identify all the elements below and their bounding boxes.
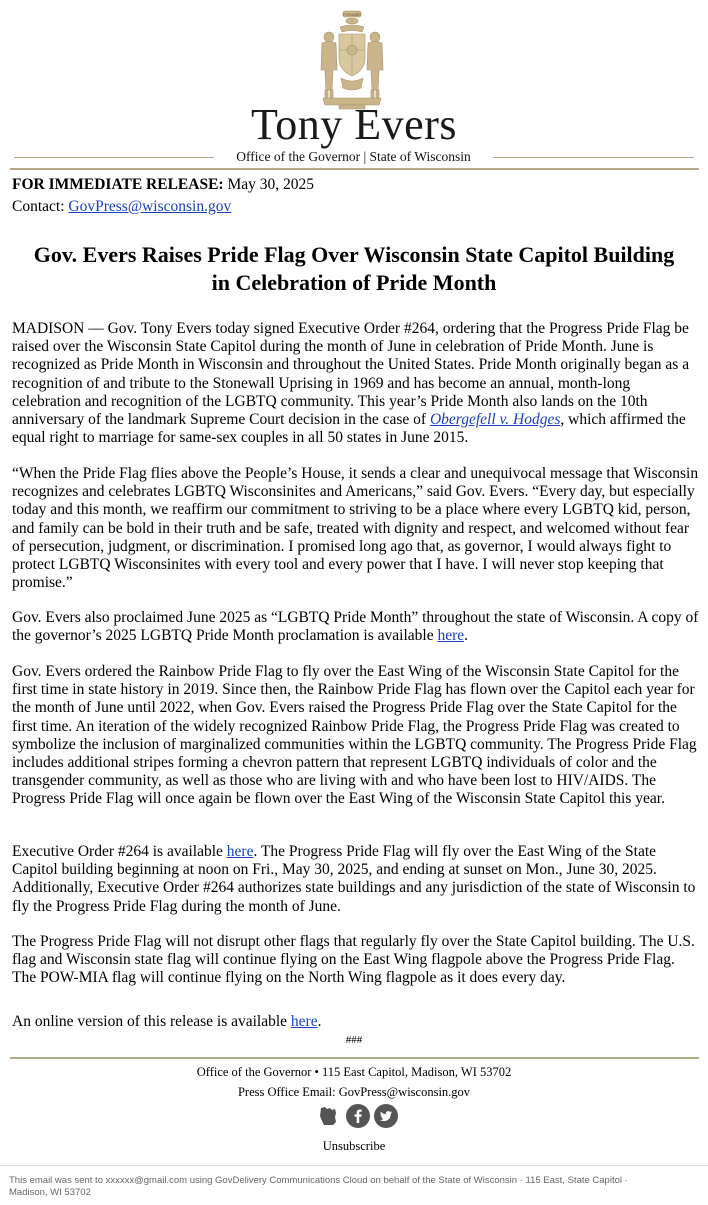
governor-name: Tony Evers [251,100,457,149]
paragraph-text: , which affirmed the equal right to marriage for same-sex couples in all 50 states in June 2015. [12,411,686,447]
office-title: Office of the Governor | State of Wisconsin [236,149,471,164]
seal-motto: FORWARD [343,13,361,17]
obergefell-link[interactable]: Obergefell v. Hodges [429,411,561,429]
paragraph-text: . The Progress Pride Flag will fly over the East Wing of the State Capitol building beginning at noon on Fri., May 30, 2025, and ending at sunset on Mon., June 30, 2025. Additionally, Executive Order #264 authorizes state buildings and any jurisdiction of the state of Wisconsin to fly the Progress Pride Flag during the month of June. [12,843,696,915]
social-icons [316,1104,400,1130]
paragraph-text: MADISON — Gov. Tony Evers today signed Executive Order #264, ordering that the Progress Pride Flag be raised over the Wisconsin State Capitol during the month of June in celebration of Pride Month. June is recognized as Pride Month in Wisconsin and throughout the United States. Pride Month originally began as a recognition of and tribute to the Stonewall Uprising in 1969 and has become an annual, month-long celebration and recognition of the LGBTQ community. This year’s Pride Month also lands on the 10th anniversary of the landmark Supreme Court decision in the case of [12,320,690,429]
paragraph-proclamation [12,609,702,645]
paragraph-intro [12,320,702,447]
release-line [12,175,314,195]
twitter-icon[interactable] [374,1104,398,1128]
paragraph-text: Gov. Evers also proclaimed June 2025 as “LGBTQ Pride Month” throughout the state of Wisconsin. A copy of the governor’s 2025 LGBTQ Pride Month proclamation is available [12,609,699,645]
paragraph-text: . [317,1013,322,1030]
footer-press-email: Press Office Email: GovPress@wisconsin.gov [237,1085,471,1099]
paragraph-online-version [12,1013,702,1031]
release-label: FOR IMMEDIATE RELEASE: [12,176,224,193]
footer-divider [10,1057,699,1059]
paragraph-text: . [464,627,468,645]
paragraph-quote: “When the Pride Flag flies above the People’s House, it sends a clear and unequivocal message that Wisconsin recognizes and celebrates LGBTQ Wisconsinites and Americans,” said Gov. Evers. “Every day, but especially today and this month, we reaffirm our commitment to striving to be a place where every LGBTQ kid, person, and family can be bold in their truth and be safe, treated with dignity and respect, and welcomed without fear of persecution, judgment, or discrimination. I promised long ago that, as governor, I would always fight to protect LGBTQ Wisconsinites with every tool and every power that I have. I will never stop keeping that promise.” [12,465,699,592]
paragraph-history: Gov. Evers ordered the Rainbow Pride Flag to fly over the East Wing of the Wisconsin State Capitol for the first time in state history in 2019. Since then, the Rainbow Pride Flag has flown over the Capitol each year for the month of June until 2022, when Gov. Evers raised the Progress Pride Flag over the State Capitol for the first time. An iteration of the widely recognized Rainbow Pride Flag, the Progress Pride Flag was created to symbolize the inclusion of marginalized communities within the LGBTQ community. The Progress Pride Flag includes additional stripes forming a chevron pattern that represent LGBTQ individuals of color and the transgender community, as well as those who are living with and who have been lost to HIV/AIDS. The Progress Pride Flag will once again be flown over the East Wing of the Wisconsin State Capitol this year. [12,663,697,808]
contact-label: Contact: [12,198,65,215]
state-seal-icon [309,10,395,110]
contact-email-link[interactable]: GovPress@wisconsin.gov [68,198,232,215]
footer-address: Office of the Governor • 115 East Capitol, Madison, WI 53702 [196,1065,512,1079]
paragraph-text: An online version of this release is available [12,1013,291,1030]
end-marker: ### [345,1034,363,1046]
divider [14,157,214,158]
proclamation-link[interactable]: here [437,627,465,645]
paragraph-other-flags: The Progress Pride Flag will not disrupt other flags that regularly fly over the State Capitol building. The U.S. flag and Wisconsin state flag will continue flying on the East Wing flagpole above the Progress Pride Flag. The POW-MIA flag will continue flying on the North Wing flagpole as it does every day. [12,933,695,987]
headline: Gov. Evers Raises Pride Flag Over Wisconsin State Capitol Building in Celebration of Pride Month [33,242,675,295]
delivery-disclaimer: This email was sent to xxxxxx@gmail.com using GovDelivery Communications Cloud on behalf of the State of Wisconsin · 115 East, State Capitol · Madison, WI 53702 [9,1175,628,1198]
footer-divider [0,1165,708,1166]
paragraph-executive-order [12,843,702,916]
facebook-icon[interactable] [346,1104,370,1128]
online-version-link[interactable]: here [290,1013,318,1030]
paragraph-text: Executive Order #264 is available [12,843,227,860]
header-divider [10,168,699,170]
unsubscribe-link[interactable]: Unsubscribe [322,1139,386,1153]
contact-line [12,197,231,217]
office-line [0,147,708,167]
wisconsin-map-icon[interactable] [316,1104,340,1128]
executive-order-link[interactable]: here [226,843,254,860]
divider [493,157,694,158]
release-date: May 30, 2025 [227,176,314,193]
